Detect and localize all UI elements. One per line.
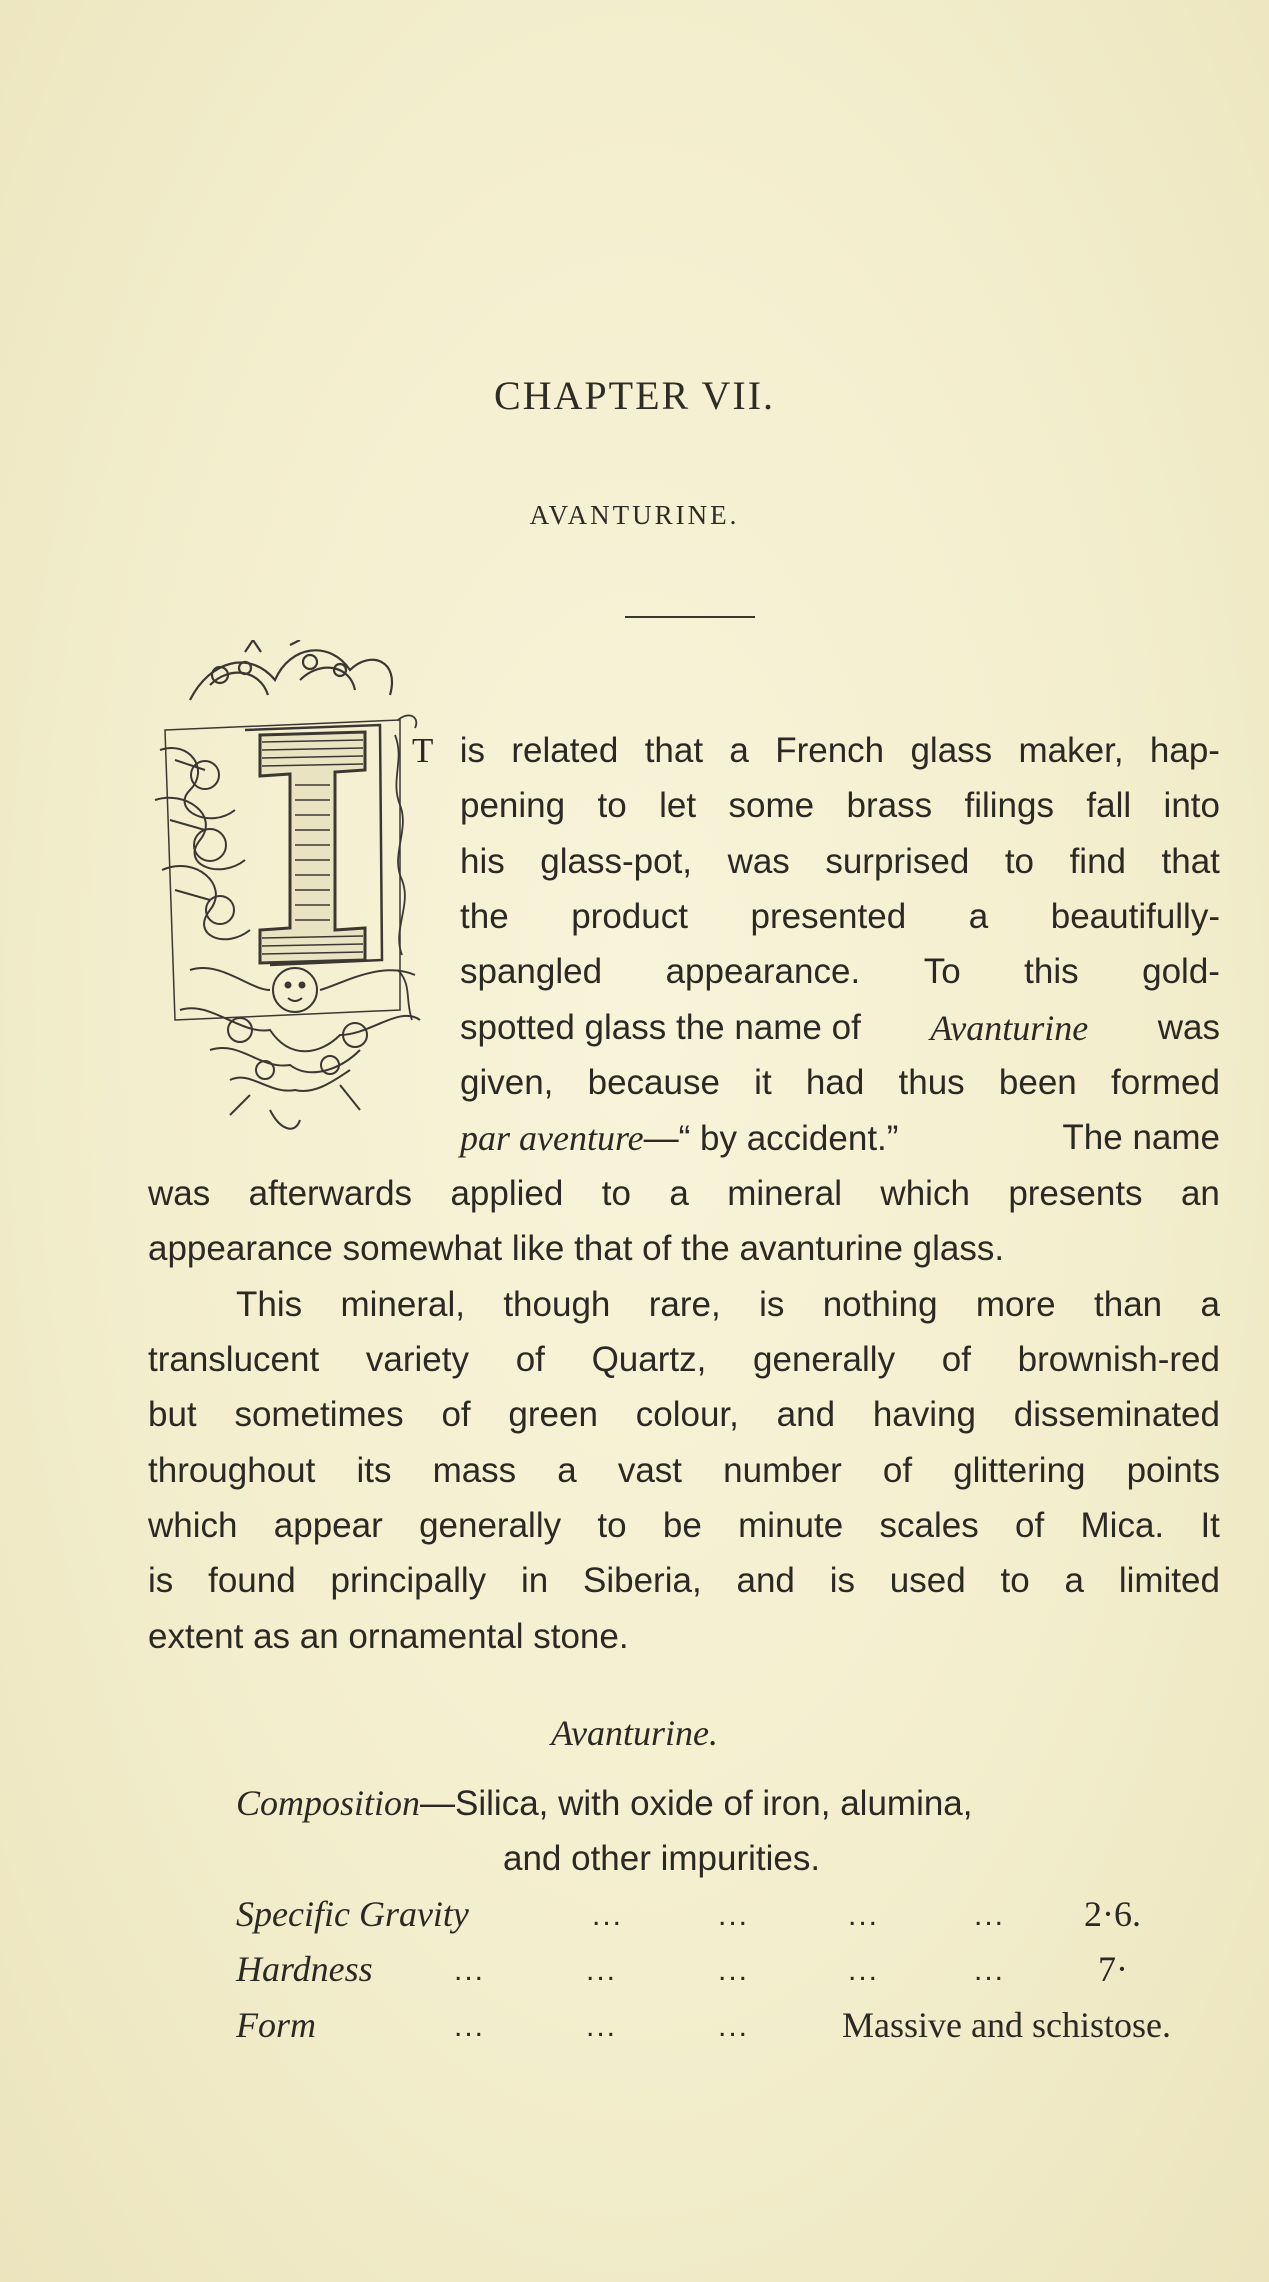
word: some — [728, 786, 815, 825]
composition-continuation — [503, 1837, 820, 1881]
word: maker, — [1018, 731, 1124, 770]
body-line — [148, 1615, 1220, 1659]
word: a — [669, 1174, 689, 1213]
form-row — [236, 2003, 1236, 2047]
word: having — [872, 1395, 976, 1434]
word: Quartz, — [591, 1340, 707, 1379]
word: appearance. — [665, 952, 861, 991]
word: vast — [617, 1451, 683, 1490]
body-line — [148, 1449, 1220, 1493]
word: a — [1200, 1285, 1220, 1324]
section-divider — [625, 616, 755, 618]
word: formed — [1110, 1063, 1220, 1102]
text-run: —“ by accident.” — [643, 1119, 899, 1158]
properties-title: Avanturine. — [551, 1713, 718, 1753]
word: a — [729, 731, 749, 770]
word: which — [880, 1174, 970, 1213]
word: points — [1126, 1451, 1220, 1490]
word: mass — [432, 1451, 517, 1490]
word: principally — [330, 1561, 487, 1600]
word: filings — [964, 786, 1054, 825]
body-line — [460, 1006, 1220, 1050]
text-run: extent as an ornamental stone. — [148, 1617, 629, 1656]
word: to — [601, 1174, 631, 1213]
word: mineral — [727, 1174, 843, 1213]
hardness-row — [236, 1947, 1236, 1991]
word: is — [148, 1561, 174, 1600]
leader-dots: ... — [454, 1954, 486, 1987]
leader-dots: ... — [454, 2010, 486, 2043]
word: of — [515, 1340, 545, 1379]
word: in — [520, 1561, 549, 1600]
leader-dots: ... — [586, 2010, 618, 2043]
leader-dots: ... — [718, 2010, 750, 2043]
word: hap- — [1149, 731, 1220, 770]
word: spangled — [460, 952, 603, 991]
body-line — [148, 1227, 1220, 1271]
word: of — [441, 1395, 471, 1434]
leader-dots: ... — [848, 1899, 880, 1932]
drop-cap-continuation: T — [412, 731, 434, 770]
word: of — [882, 1451, 913, 1490]
body-line — [412, 729, 1220, 773]
word: let — [659, 786, 697, 825]
word: than — [1094, 1285, 1163, 1324]
word: sometimes — [234, 1395, 404, 1434]
composition-row — [236, 1781, 973, 1825]
word: appear — [273, 1506, 383, 1545]
word: variety — [365, 1340, 469, 1379]
word: disseminated — [1013, 1395, 1220, 1434]
word: It — [1200, 1506, 1220, 1545]
word: green — [508, 1395, 598, 1434]
form-value: Massive and schistose. — [842, 2005, 1171, 2045]
composition-label: Composition — [236, 1783, 421, 1823]
word: is — [459, 731, 485, 770]
word: nothing — [822, 1285, 938, 1324]
word: the — [460, 897, 509, 936]
word: glass-pot, — [540, 842, 693, 881]
word: Mica. — [1080, 1506, 1165, 1545]
word: minute — [738, 1506, 844, 1545]
word: be — [662, 1506, 702, 1545]
word: applied — [450, 1174, 564, 1213]
specific-gravity-label: Specific Gravity — [236, 1894, 469, 1934]
word: of — [1015, 1506, 1045, 1545]
leader-dots: ... — [974, 1954, 1006, 1987]
word: and — [736, 1561, 795, 1600]
word: colour, — [635, 1395, 739, 1434]
word: throughout — [148, 1451, 316, 1490]
word: this — [1024, 952, 1079, 991]
hardness-value: 7· — [1098, 1949, 1128, 1989]
word: pening — [460, 786, 566, 825]
body-line — [460, 784, 1220, 828]
leader-dots: ... — [592, 1899, 624, 1932]
body-line — [236, 1283, 1220, 1327]
word: of — [941, 1340, 971, 1379]
leader-dots: ... — [718, 1899, 750, 1932]
word: given, — [460, 1063, 554, 1102]
word: fall — [1086, 786, 1132, 825]
word: been — [998, 1063, 1077, 1102]
word: related — [511, 731, 619, 770]
word: but — [148, 1395, 197, 1434]
body-line — [460, 1061, 1220, 1105]
word: brownish-red — [1017, 1340, 1220, 1379]
word: beautifully- — [1050, 897, 1220, 936]
hardness-label: Hardness — [236, 1949, 373, 1989]
word: presented — [750, 897, 907, 936]
word: find — [1069, 842, 1126, 881]
word: generally — [419, 1506, 562, 1545]
word: glass — [910, 731, 993, 770]
body-line — [460, 895, 1220, 939]
word: translucent — [148, 1340, 320, 1379]
word: product — [571, 897, 688, 936]
leader-dots: ... — [974, 1899, 1006, 1932]
word: into — [1163, 786, 1220, 825]
word: its — [356, 1451, 392, 1490]
chapter-title: CHAPTER VII. — [493, 373, 776, 418]
word: to — [597, 786, 627, 825]
word: scales — [879, 1506, 979, 1545]
italic-term: Avanturine — [930, 1008, 1089, 1048]
body-line — [148, 1172, 1220, 1216]
ornamental-initial-icon — [150, 640, 425, 1140]
word: was — [148, 1174, 211, 1213]
leader-dots: ... — [848, 1954, 880, 1987]
leader-dots: ... — [718, 1954, 750, 1987]
body-line — [460, 840, 1220, 884]
word: an — [1180, 1174, 1220, 1213]
word: rare, — [648, 1285, 721, 1324]
word: a — [1064, 1561, 1084, 1600]
form-label: Form — [236, 2005, 316, 2045]
word: to — [1000, 1561, 1030, 1600]
word: is — [759, 1285, 785, 1324]
word: brass — [846, 786, 933, 825]
word: presents — [1008, 1174, 1143, 1213]
word: was — [727, 842, 790, 881]
text-run: appearance somewhat like that of the avanturine glass. — [148, 1229, 1005, 1268]
specific-gravity-row — [236, 1892, 1236, 1936]
specific-gravity-value: 2·6. — [1084, 1894, 1141, 1934]
word: used — [889, 1561, 966, 1600]
leader-dots: ... — [586, 1954, 618, 1987]
body-line — [148, 1504, 1220, 1548]
body-line — [148, 1338, 1220, 1382]
word: thus — [898, 1063, 965, 1102]
body-line — [148, 1393, 1220, 1437]
word: that — [644, 731, 704, 770]
word: To — [923, 952, 961, 991]
word: glittering — [953, 1451, 1086, 1490]
word: This — [236, 1285, 303, 1324]
word: limited — [1118, 1561, 1220, 1600]
body-line — [148, 1559, 1220, 1603]
word: Siberia, — [583, 1561, 702, 1600]
word: because — [587, 1063, 720, 1102]
word: it — [754, 1063, 772, 1102]
word: surprised — [825, 842, 970, 881]
word: mineral, — [340, 1285, 465, 1324]
word: gold- — [1142, 952, 1220, 991]
body-line — [460, 950, 1220, 994]
word: his — [460, 842, 505, 881]
word: a — [968, 897, 989, 936]
text-run: The name — [1062, 1118, 1220, 1157]
word: generally — [753, 1340, 896, 1379]
word: and — [776, 1395, 836, 1434]
word: afterwards — [248, 1174, 413, 1213]
text-run: was — [1157, 1008, 1220, 1047]
word: that — [1161, 842, 1220, 881]
word: had — [805, 1063, 865, 1102]
word: though — [503, 1285, 611, 1324]
word: to — [1004, 842, 1035, 881]
chapter-subtitle: AVANTURINE. — [529, 500, 740, 530]
italic-term: par aventure — [460, 1118, 644, 1158]
word: found — [208, 1561, 296, 1600]
composition-value-cont: and other impurities. — [503, 1839, 821, 1878]
word: is — [829, 1561, 855, 1600]
word: more — [975, 1285, 1056, 1324]
word: to — [597, 1506, 627, 1545]
body-line — [460, 1116, 1220, 1160]
word: a — [557, 1451, 577, 1490]
composition-value: —Silica, with oxide of iron, alumina, — [420, 1784, 973, 1823]
word: which — [148, 1506, 238, 1545]
word: French — [775, 731, 885, 770]
word: number — [723, 1451, 842, 1490]
text-run: spotted glass the name of — [460, 1008, 861, 1047]
